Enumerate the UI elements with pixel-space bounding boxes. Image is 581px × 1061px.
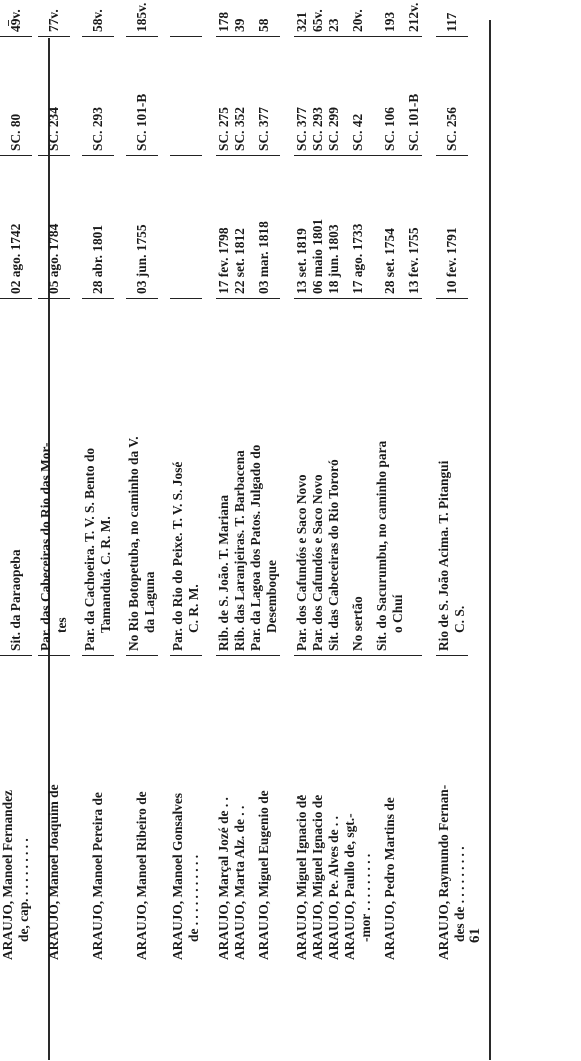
place-line: No sertão: [350, 596, 365, 651]
name-line: ARAUJO, Manoel Fernandez: [0, 790, 15, 960]
table-row: [170, 6, 202, 964]
table-row: [126, 6, 158, 964]
place-line: Par. da Lagoa dos Patos. Julgado do: [248, 444, 263, 651]
reference-text: SC. 101-B: [406, 93, 421, 151]
row-spacer-cell: [70, 6, 82, 964]
date-cell: [342, 156, 374, 299]
place-line: Rib. de S. João. T. Mariana: [216, 494, 231, 651]
place-line: Par. dos Cafundós e Saco Novo: [294, 474, 309, 651]
date-text: 17 fev. 1798: [216, 227, 231, 294]
date-cell: [310, 156, 326, 299]
reference-cell: [342, 37, 374, 156]
name-cell: [342, 656, 374, 965]
reference-text: SC. 377: [294, 107, 309, 151]
folio-text: 212v.: [406, 2, 421, 32]
folio-text: 117: [444, 12, 459, 32]
date-text: 22 set. 1812: [232, 228, 247, 294]
place-line: C. R. M.: [186, 584, 201, 633]
place-cell: [126, 299, 158, 656]
reference-cell: [82, 37, 114, 156]
reference-cell: [38, 37, 70, 156]
date-cell: [126, 156, 158, 299]
reference-text: SC. 256: [444, 107, 459, 151]
date-cell: [436, 156, 468, 299]
folio-cell: [232, 6, 248, 37]
reference-cell: [310, 37, 326, 156]
date-text: 18 jun. 1803: [326, 224, 341, 294]
table-row: [406, 6, 422, 964]
row-spacer-cell: [280, 6, 294, 964]
reference-cell: [170, 37, 202, 156]
place-line: Tamanduá. C. R. M.: [98, 516, 113, 633]
name-cell: [310, 656, 326, 965]
reference-cell: [216, 37, 232, 156]
place-cell: [170, 299, 202, 656]
reference-text: SC. 101-B: [134, 93, 149, 151]
name-line: ARAUJO, Raymundo Fernan-: [436, 784, 451, 960]
date-text: 28 set. 1754: [382, 228, 397, 294]
folio-text: 39: [232, 18, 247, 32]
row-spacer: [422, 6, 436, 964]
place-line: da Laguna: [142, 571, 157, 633]
folio-cell: [248, 6, 280, 37]
folio-cell: [126, 2, 158, 37]
name-cell: [406, 656, 422, 965]
name-line: ARAUJO, Miguel Ignacio de: [294, 794, 309, 960]
reference-text: SC. 293: [310, 107, 325, 151]
name-line: des de . . . . . . . . .: [452, 846, 467, 942]
folio-cell: [310, 6, 326, 37]
reference-cell: [326, 37, 342, 156]
date-text: 06 maio 1801: [310, 218, 325, 294]
reference-cell: [126, 37, 158, 156]
place-line: Sit. do Sacurumbu, no caminho para: [374, 440, 389, 651]
row-spacer: [158, 6, 170, 964]
reference-cell: [294, 37, 310, 156]
date-cell: [294, 156, 310, 299]
reference-text: SC. 80: [8, 113, 23, 151]
date-text: 02 ago. 1742: [8, 223, 23, 294]
reference-cell: [374, 37, 406, 156]
folio-text: 49v.: [8, 9, 23, 32]
table-row: [342, 6, 374, 964]
date-text: 13 set. 1819: [294, 228, 309, 294]
name-line: ARAUJO, Manoel Ribeiro de: [134, 791, 149, 960]
name-cell: [170, 656, 202, 965]
place-line: Rib. das Laranjeiras. T. Barbacena: [232, 450, 247, 651]
table-row: [38, 6, 70, 964]
folio-text: 178: [216, 11, 231, 32]
place-cell: [374, 299, 406, 656]
reference-text: SC. 106: [382, 107, 397, 151]
row-spacer-cell: [202, 6, 216, 964]
name-line: ARAUJO, Pedro Martins de: [382, 797, 397, 960]
table-row: [0, 6, 32, 964]
row-spacer-cell: [422, 6, 436, 964]
folio-text: 321: [294, 11, 309, 32]
reference-cell: [0, 37, 32, 156]
date-text: 03 jun. 1755: [134, 224, 149, 294]
reference-cell: [436, 37, 468, 156]
folio-cell: [436, 6, 468, 37]
folio-cell: [82, 6, 114, 37]
date-cell: [326, 156, 342, 299]
name-line: ARAUJO, Marta Alz. de . .: [232, 805, 247, 960]
place-line: Sit. da Paraopeba: [8, 549, 23, 651]
date-cell: [406, 156, 422, 299]
place-line: Desemboque: [264, 560, 279, 633]
folio-text: 65v.: [310, 9, 325, 32]
date-text: 13 fev. 1755: [406, 227, 421, 294]
name-cell: [232, 656, 248, 965]
date-cell: [38, 156, 70, 299]
place-cell: [342, 299, 374, 656]
table-row: [326, 6, 342, 964]
name-cell: [374, 656, 406, 965]
date-cell: [82, 156, 114, 299]
row-spacer: [114, 6, 126, 964]
table-row: [436, 6, 468, 964]
folio-text: 58: [256, 18, 271, 32]
date-cell: [374, 156, 406, 299]
name-line: de . . . . . . . . . . .: [186, 854, 201, 942]
date-text: 03 mar. 1818: [256, 221, 271, 294]
table-row: [310, 6, 326, 964]
name-line: ARAUJO, Manoel Joaquim de: [46, 784, 61, 960]
table-row: [216, 6, 232, 964]
place-line: No Rio Botopetuba, no caminho da V.: [126, 436, 141, 651]
name-line: ARAUJO, Pe. Alves de . .: [326, 816, 341, 960]
folio-text: 20v.: [350, 9, 365, 32]
register-table-body: [0, 2, 468, 964]
reference-text: SC. 377: [256, 107, 271, 151]
place-line: o Chuí: [390, 594, 405, 633]
folio-cell: [216, 6, 232, 37]
page-number: 61: [467, 928, 483, 943]
folio-cell: [0, 6, 32, 37]
date-cell: [216, 156, 232, 299]
name-line: ARAUJO, Manoel Pereira de: [90, 792, 105, 960]
place-cell: [248, 299, 280, 656]
name-line: ARAUJO, Marçal Jozé de . .: [216, 797, 231, 960]
row-spacer: [202, 6, 216, 964]
reference-cell: [406, 37, 422, 156]
date-text: 10 fev. 1791: [444, 227, 459, 294]
date-text: 05 ago. 1784: [46, 223, 61, 294]
date-cell: [0, 156, 32, 299]
folio-cell: [342, 6, 374, 37]
table-row: [294, 6, 310, 964]
place-cell: [216, 299, 232, 656]
place-cell: [406, 299, 422, 656]
name-cell: [0, 656, 32, 965]
folio-cell: [374, 6, 406, 37]
place-cell: [294, 299, 310, 656]
folio-cell: [170, 6, 202, 37]
reference-cell: [248, 37, 280, 156]
name-line: ARAUJO, Paullo de, sgt.-: [342, 813, 357, 960]
place-cell: [82, 299, 114, 656]
table-row: [232, 6, 248, 964]
place-line: Par. da Cachoeira. T. V. S. Bento do: [82, 447, 97, 651]
name-cell: [436, 656, 468, 965]
place-line: Par. das Cabeceiras do Rio das Mor-: [38, 442, 53, 651]
place-cell: [38, 299, 70, 656]
folio-cell: [294, 6, 310, 37]
folio-text: 58v.: [90, 9, 105, 32]
date-cell: [248, 156, 280, 299]
name-cell: [326, 656, 342, 965]
row-spacer-cell: [114, 6, 126, 964]
place-line: Par. do Rio do Peixe. T. V. S. José: [170, 461, 185, 651]
place-line: Rio de S. João Acima. T. Pitangui: [436, 460, 451, 651]
place-cell: [326, 299, 342, 656]
folio-text: 23: [326, 18, 341, 32]
row-spacer: [70, 6, 82, 964]
folio-cell: [406, 2, 422, 37]
table-row: [248, 6, 280, 964]
reference-text: SC. 352: [232, 107, 247, 151]
place-cell: [436, 299, 468, 656]
name-cell: [82, 656, 114, 965]
name-cell: [38, 656, 70, 965]
folio-cell: [38, 6, 70, 37]
place-cell: [310, 299, 326, 656]
name-cell: [294, 656, 310, 965]
reference-text: SC. 234: [46, 107, 61, 151]
name-line: ARAUJO, Manoel Gonsalves: [170, 792, 185, 960]
place-line: Sit. das Cabeceiras do Rio Tororó: [326, 459, 341, 651]
name-cell: [126, 656, 158, 965]
reference-text: SC. 42: [350, 113, 365, 151]
date-text: 28 abr. 1801: [90, 224, 105, 294]
place-line: C. S.: [452, 605, 467, 633]
name-cell: [248, 656, 280, 965]
row-spacer: [280, 6, 294, 964]
row-spacer-cell: [158, 6, 170, 964]
place-line: tes: [54, 617, 69, 633]
name-line: -mor . . . . . . . . .: [358, 853, 373, 942]
name-cell: [216, 656, 232, 965]
name-line: de, cap. . . . . . . . . .: [16, 838, 31, 942]
register-table: [0, 2, 468, 964]
date-cell: [232, 156, 248, 299]
folio-cell: [326, 6, 342, 37]
folio-text: 185v.: [134, 2, 149, 32]
folio-text: 77v.: [46, 9, 61, 32]
name-line: ARAUJO, Miguel Ignacio de: [310, 794, 325, 960]
name-line: ARAUJO, Miguel Eugenio de: [256, 790, 271, 960]
place-cell: [0, 299, 32, 656]
table-row: [82, 6, 114, 964]
date-text: 17 ago. 1733: [350, 223, 365, 294]
table-row: [374, 6, 406, 964]
place-line: Par. dos Cafundós e Saco Novo: [310, 474, 325, 651]
reference-text: SC. 275: [216, 107, 231, 151]
folio-text: 193: [382, 11, 397, 32]
place-cell: [232, 299, 248, 656]
reference-text: SC. 293: [90, 107, 105, 151]
reference-cell: [232, 37, 248, 156]
reference-text: SC. 299: [326, 107, 341, 151]
date-cell: [170, 156, 202, 299]
